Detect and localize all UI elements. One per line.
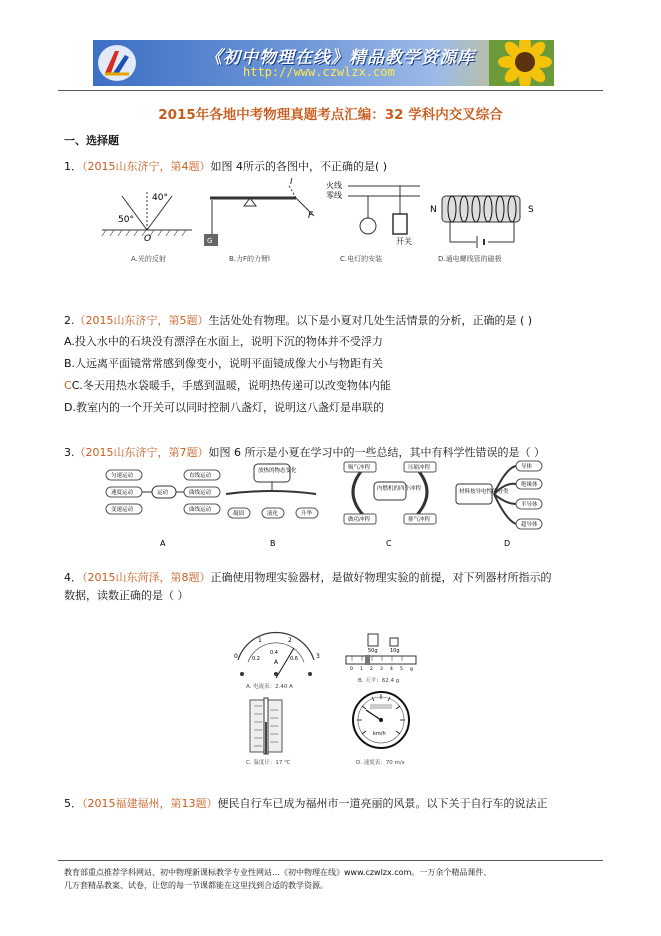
- svg-text:S: S: [528, 205, 534, 215]
- question-4-cont: 数据，读数正确的是（ ）: [64, 589, 189, 602]
- svg-text:g: g: [410, 667, 413, 672]
- svg-text:N: N: [430, 205, 437, 215]
- svg-text:A: A: [274, 659, 279, 666]
- q1-caption-a: A.光的反射: [131, 255, 166, 263]
- svg-text:3: 3: [316, 653, 320, 660]
- q4-caption-a: A. 电流表：2.40 A: [246, 684, 293, 690]
- svg-text:放热的物态变化: 放热的物态变化: [258, 468, 297, 474]
- svg-text:速度运动: 速度运动: [111, 490, 134, 496]
- q4-caption-c: C. 温度计：17 ℃: [246, 760, 291, 766]
- section-heading: 一、选择题: [64, 134, 119, 147]
- q3-figure: [96, 460, 566, 552]
- svg-text:绝缘体: 绝缘体: [521, 482, 538, 488]
- svg-text:1: 1: [258, 637, 262, 644]
- svg-text:5: 5: [400, 667, 403, 672]
- svg-text:D: D: [504, 539, 511, 548]
- q4-caption-b: B. 天平：62.4 g: [358, 678, 400, 684]
- svg-text:0: 0: [234, 653, 238, 660]
- svg-text:匀速运动: 匀速运动: [111, 473, 134, 479]
- ammeter-diagram: [234, 632, 320, 678]
- footer-link[interactable]: www.czwlzx.com: [344, 868, 412, 877]
- page-title: 2015年各地中考物理真题考点汇编：32 学科内交叉综合: [158, 107, 503, 123]
- header-banner: [93, 40, 554, 86]
- header-divider: [58, 90, 603, 91]
- q1-caption-c: C.电灯的安装: [340, 255, 383, 263]
- svg-text:导体: 导体: [521, 464, 533, 470]
- thermometer-diagram: [250, 698, 282, 754]
- svg-text:曲线运动: 曲线运动: [189, 507, 212, 513]
- svg-text:2: 2: [288, 637, 292, 644]
- svg-text:4: 4: [390, 667, 393, 672]
- speedometer-diagram: [353, 692, 409, 748]
- svg-text:内燃机的四个冲程: 内燃机的四个冲程: [377, 486, 422, 492]
- diagram-d-solenoid: [430, 196, 534, 248]
- svg-text:液化: 液化: [267, 511, 279, 517]
- q1-caption-b: B.力F的力臂l: [229, 255, 270, 263]
- q2-option-c-text: C.冬天用热水袋暖手，手感到温暖，说明热传递可以改变物体内能: [71, 379, 391, 392]
- concept-map-c: [344, 462, 436, 548]
- svg-text:零线: 零线: [326, 191, 342, 200]
- svg-text:升华: 升华: [301, 511, 313, 517]
- svg-text:排气冲程: 排气冲程: [408, 517, 431, 523]
- banner-title: 《初中物理在线》精品教学资源库: [205, 48, 475, 68]
- svg-text:0.4: 0.4: [270, 650, 278, 656]
- question-source: （2015山东济宁，第4题）: [82, 160, 211, 173]
- svg-text:C: C: [386, 539, 392, 548]
- q4-caption-d: D. 速度表：70 m/s: [356, 760, 405, 766]
- svg-text:开关: 开关: [396, 237, 412, 246]
- svg-text:2: 2: [370, 667, 373, 672]
- question-text: 如图 4所示的各图中，不正确的是( ): [210, 160, 388, 173]
- angle-label-40: 40°: [152, 193, 168, 203]
- svg-text:10g: 10g: [390, 648, 400, 654]
- svg-text:0: 0: [350, 667, 353, 672]
- svg-text:F: F: [308, 211, 314, 221]
- q4-figure: [228, 630, 428, 770]
- svg-text:G: G: [207, 237, 213, 245]
- svg-text:运动: 运动: [157, 490, 169, 496]
- question-number: 1．: [64, 160, 82, 173]
- question-3: 3.（2015山东济宁，第7题）如图 6 所示是小夏在学习中的一些总结，其中有科学性错误的是（ ）: [64, 446, 545, 459]
- svg-text:50g: 50g: [368, 648, 378, 654]
- svg-text:直线运动: 直线运动: [189, 473, 212, 479]
- svg-text:半导体: 半导体: [521, 502, 538, 508]
- svg-text:吸气冲程: 吸气冲程: [348, 465, 371, 471]
- svg-text:1: 1: [360, 667, 363, 672]
- svg-text:0.2: 0.2: [252, 656, 260, 662]
- svg-text:3: 3: [380, 667, 383, 672]
- svg-text:火线: 火线: [326, 181, 342, 190]
- question-1: [64, 160, 387, 174]
- q2-option-b: B.人远离平面镜常常感到像变小，说明平面镜成像大小与物距有关: [64, 357, 384, 370]
- concept-map-b: [226, 464, 318, 548]
- diagram-c-lamp: [326, 180, 420, 246]
- diagram-b-lever: [204, 178, 314, 246]
- angle-label-50: 50°: [118, 215, 134, 225]
- question-4: 4．（2015山东菏泽，第8题）正确使用物理实验器材，是做好物理实验的前提，对下列器材所指示的: [64, 571, 552, 584]
- footer-divider: [58, 860, 603, 861]
- svg-text:A: A: [160, 539, 166, 548]
- svg-text:B: B: [270, 539, 276, 548]
- svg-text:做功冲程: 做功冲程: [348, 517, 371, 523]
- q2-option-c: CC.冬天用热水袋暖手，手感到温暖，说明热传递可以改变物体内能: [64, 379, 391, 392]
- svg-text:O: O: [144, 234, 152, 244]
- question-2: 2.（2015山东济宁，第5题）生活处处有物理。以下是小夏对几处生活情景的分析，正确的是 ( ): [64, 314, 533, 327]
- diagram-a-reflection: [102, 190, 192, 244]
- svg-text:km/h: km/h: [373, 731, 386, 737]
- concept-map-a: [106, 470, 220, 548]
- question-5: 5．（2015福建福州，第13题）便民自行车已成为福州市一道亮丽的风景。以下关于自行车的说法正: [64, 797, 548, 810]
- svg-text:0.6: 0.6: [290, 656, 298, 662]
- concept-map-d: [456, 461, 542, 548]
- svg-text:曲线运动: 曲线运动: [189, 490, 212, 496]
- q1-caption-d: D.通电螺线管的磁极: [438, 255, 502, 263]
- q2-option-d: D.教室内的一个开关可以同时控制八盏灯，说明这八盏灯是串联的: [64, 401, 384, 414]
- svg-text:变速运动: 变速运动: [111, 507, 134, 513]
- balance-diagram: [346, 634, 416, 672]
- svg-text:材料按导电性能分类: 材料按导电性能分类: [459, 489, 509, 495]
- banner-url: http://www.czwlzx.com: [243, 65, 395, 79]
- sunflower-icon: [489, 40, 554, 86]
- q2-option-a: A.投入水中的石块没有漂浮在水面上，说明下沉的物体并不受浮力: [64, 335, 383, 348]
- svg-text:超导体: 超导体: [521, 522, 538, 528]
- site-logo-icon: [97, 43, 137, 83]
- footer: 教育部重点推荐学科网站、初中物理新课标教学专业性网站…《初中物理在线》www.czwlzx.com。一万余个精品课件、 几万套精品教案、试卷，让您的每一节课都能在这里找到合适的教学资源。: [64, 868, 492, 890]
- svg-text:l: l: [290, 178, 293, 187]
- svg-text:压缩冲程: 压缩冲程: [408, 465, 431, 471]
- svg-text:凝固: 凝固: [233, 511, 245, 517]
